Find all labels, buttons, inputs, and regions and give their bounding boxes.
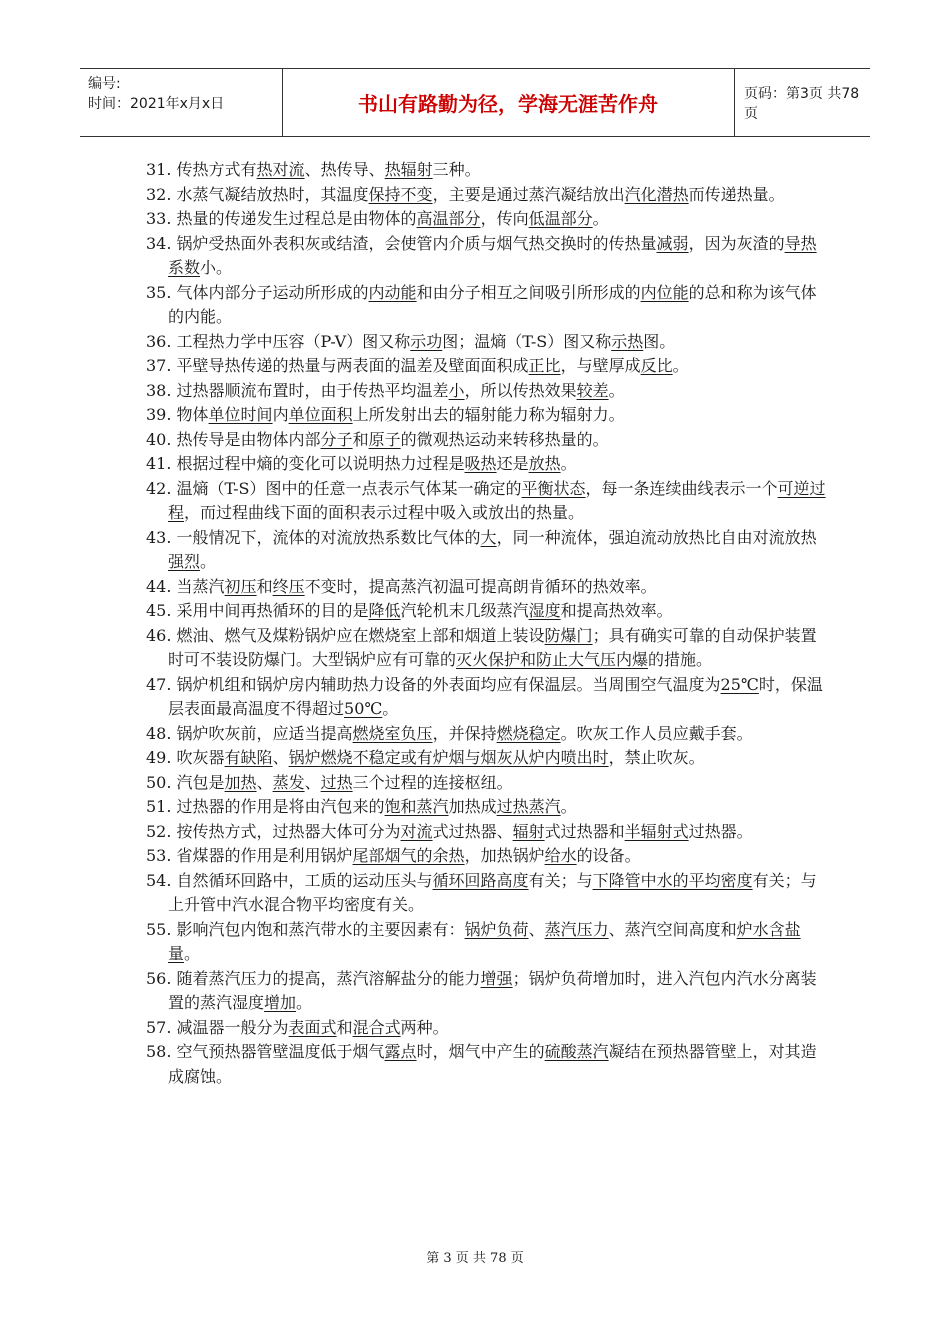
item-text: 影响汽包内饱和蒸汽带水的主要因素有： [176, 919, 465, 939]
item-text: ，所以传热效果 [464, 380, 577, 400]
item-text: 水蒸气凝结放热时，其温度 [176, 184, 369, 204]
item-text: 和 [336, 1017, 353, 1037]
list-item [146, 403, 826, 428]
item-text: 工程热力学中压容（P-V）图又称 [176, 331, 411, 351]
item-text: 上所发射出去的辐射能力称为辐射力。 [352, 405, 625, 424]
answer-blank: 低温部分 [528, 209, 593, 228]
list-item [146, 869, 826, 918]
answer-blank: 过热蒸汽 [496, 797, 561, 816]
answer-blank: 对流 [400, 821, 433, 841]
item-text: 自然循环回路中，工质的运动压头与 [176, 870, 433, 890]
item-text: 热量的传递发生过程总是由物体的 [176, 209, 417, 228]
list-item [146, 379, 826, 404]
item-text: 、蒸汽空间高度和 [608, 919, 737, 939]
list-item [146, 477, 826, 526]
item-text: 燃油、燃气及煤粉锅炉应在燃烧室上部和烟道上装设 [176, 625, 545, 645]
item-number: 38. [146, 380, 177, 400]
answer-blank: 25℃ [720, 674, 759, 694]
item-text: 的微观热运动来转移热量的。 [400, 429, 609, 449]
item-text: 的措施。 [648, 650, 713, 669]
item-text: 加热成 [448, 797, 497, 816]
list-item [146, 771, 826, 796]
item-text: ；锅炉负荷增加时，进入汽包内汽水分离装置的蒸汽湿度 [168, 968, 817, 1012]
page-indicator: 页码：第3页 共78页 [744, 85, 860, 122]
answer-blank: 强烈 [168, 552, 201, 571]
item-text: 的设备。 [576, 846, 641, 865]
item-text: 和由分子相互之间吸引所形成的 [416, 282, 641, 302]
list-item [146, 183, 826, 208]
item-text: 热传导是由物体内部 [176, 429, 321, 449]
document-header [80, 68, 870, 137]
answer-blank: 增加 [264, 993, 297, 1012]
item-text: 物体 [176, 405, 209, 424]
item-text: 过热器的作用是将由汽包来的 [176, 797, 385, 816]
item-text: 。吹灰工作人员应戴手套。 [560, 723, 753, 743]
item-number: 56. [146, 968, 177, 988]
answer-blank: 导热系数 [168, 233, 817, 277]
answer-blank: 灭火保护和防止大气压内爆 [456, 650, 649, 669]
item-number: 51. [146, 797, 177, 816]
list-item [146, 746, 826, 771]
answer-blank: 示热 [611, 331, 644, 351]
item-text: 减温器一般分为 [176, 1017, 289, 1037]
list-item [146, 281, 826, 330]
answer-blank: 下降管中水的平均密度 [592, 870, 753, 890]
answer-blank: 尾部烟气的余热 [352, 846, 465, 865]
list-item [146, 1040, 826, 1089]
answer-blank: 50℃ [344, 699, 383, 718]
answer-blank: 辐射 [512, 821, 545, 841]
answer-blank: 降低 [368, 601, 401, 620]
item-text: 采用中间再热循环的目的是 [176, 601, 369, 620]
item-text: 锅炉机组和锅炉房内辅助热力设备的外表面均应有保温层。当周围空气温度为 [176, 674, 721, 694]
answer-blank: 炉水含盐量 [168, 919, 801, 963]
item-text: 不变时，提高蒸汽初温可提高朗肯循环的热效率。 [304, 576, 657, 596]
item-text: 凝结在预热器管壁上，对其造成腐蚀。 [168, 1042, 817, 1086]
list-item [146, 428, 826, 453]
list-item [146, 673, 826, 722]
answer-blank: 硫酸蒸汽 [544, 1042, 609, 1061]
item-text: 而传递热量。 [688, 184, 785, 204]
item-number: 32. [146, 184, 177, 204]
item-text: ，而过程曲线下面的面积表示过程中吸入或放出的热量。 [184, 503, 585, 522]
item-text: 有关；与 [528, 870, 593, 890]
item-text: 图；温熵（T-S）图又称 [442, 331, 612, 351]
item-number: 33. [146, 209, 177, 228]
question-list [146, 158, 826, 1089]
item-text: 汽包是 [176, 772, 225, 792]
list-item [146, 575, 826, 600]
item-text: 按传热方式，过热器大体可分为 [176, 821, 401, 841]
item-number: 39. [146, 405, 177, 424]
item-text: 三种。 [432, 160, 481, 179]
date-label: 时间：2021年x月x日 [88, 96, 225, 112]
item-text: 一般情况下，流体的对流放热系数比气体的 [176, 527, 481, 547]
item-text: 有关；与上升管中汽水混合物平均密度有关。 [168, 870, 817, 914]
item-number: 48. [146, 723, 177, 743]
list-item [146, 844, 826, 869]
item-text: 。 [382, 699, 399, 718]
item-text: 根据过程中熵的变化可以说明热力过程是 [176, 454, 465, 473]
item-text: 和提高热效率。 [560, 601, 673, 620]
answer-blank: 大 [480, 527, 497, 547]
item-text: 、 [272, 748, 289, 767]
item-number: 35. [146, 282, 177, 302]
answer-blank: 保持不变 [368, 184, 433, 204]
item-number: 54. [146, 870, 177, 890]
list-item [146, 452, 826, 477]
item-text: 和 [352, 429, 369, 449]
item-number: 53. [146, 846, 177, 865]
item-text: ，禁止吹灰。 [608, 748, 705, 767]
item-text: ；具有确实可靠的自动保护装置时可不装设防爆门。大型锅炉应有可靠的 [168, 625, 817, 669]
item-text: 两种。 [400, 1017, 449, 1037]
item-text: 内 [272, 405, 289, 424]
item-number: 47. [146, 674, 177, 694]
answer-blank: 正比 [528, 356, 561, 375]
item-text: 、 [256, 772, 273, 792]
item-text: 锅炉吹灰前，应适当提高 [176, 723, 353, 743]
answer-blank: 初压 [224, 576, 257, 596]
answer-blank: 半辐射式 [624, 821, 689, 841]
item-text: ，与壁厚成 [560, 356, 641, 375]
list-item [146, 722, 826, 747]
page-footer: 第 3 页 共 78 页 [426, 1251, 524, 1266]
item-text: ，主要是通过蒸汽凝结放出 [432, 184, 625, 204]
answer-blank: 锅炉负荷 [464, 919, 529, 939]
item-number: 34. [146, 233, 177, 253]
item-number: 43. [146, 527, 177, 547]
item-text: 空气预热器管壁温度低于烟气 [176, 1042, 385, 1061]
item-text: 式过热器和 [544, 821, 625, 841]
item-number: 37. [146, 356, 177, 375]
answer-blank: 高温部分 [416, 209, 481, 228]
item-text: ，同一种流体，强迫流动放热比自由对流放热 [496, 527, 817, 547]
item-number: 52. [146, 821, 177, 841]
answer-blank: 减弱 [656, 233, 689, 253]
answer-blank: 过热 [320, 772, 353, 792]
item-number: 40. [146, 429, 177, 449]
item-text: 三个过程的连接枢纽。 [352, 772, 513, 792]
item-text: 小。 [200, 258, 233, 277]
answer-blank: 小 [448, 380, 465, 400]
item-number: 31. [146, 160, 177, 179]
item-text: 和 [256, 576, 273, 596]
answer-blank: 终压 [272, 576, 305, 596]
item-text: 。 [560, 454, 577, 473]
answer-blank: 加热 [224, 772, 257, 792]
answer-blank: 平衡状态 [521, 478, 586, 498]
item-number: 58. [146, 1042, 177, 1061]
item-text: ，因为灰渣的 [688, 233, 785, 253]
answer-blank: 给水 [544, 846, 577, 865]
item-text: ，并保持 [432, 723, 497, 743]
answer-blank: 防爆门 [544, 625, 593, 645]
answer-blank: 蒸发 [272, 772, 305, 792]
answer-blank: 吸热 [464, 454, 497, 473]
item-text: 图。 [643, 331, 676, 351]
list-item [146, 526, 826, 575]
answer-blank: 分子 [320, 429, 353, 449]
item-text: 。 [560, 797, 577, 816]
answer-blank: 蒸汽压力 [544, 919, 609, 939]
list-item [146, 918, 826, 967]
answer-blank: 单位面积 [288, 405, 353, 424]
item-text: 汽轮机末几级蒸汽 [400, 601, 529, 620]
answer-blank: 有缺陷 [224, 748, 273, 767]
answer-blank: 燃烧稳定 [496, 723, 561, 743]
item-number: 36. [146, 331, 177, 351]
list-item [146, 967, 826, 1016]
list-item [146, 354, 826, 379]
answer-blank: 湿度 [528, 601, 561, 620]
item-number: 46. [146, 625, 177, 645]
item-text: 。 [672, 356, 689, 375]
item-number: 55. [146, 919, 177, 939]
list-item [146, 330, 826, 355]
item-number: 44. [146, 576, 177, 596]
item-number: 42. [146, 478, 177, 498]
item-text: 的总和称为该气体的内能。 [168, 282, 817, 326]
item-text: 气体内部分子运动所形成的 [176, 282, 369, 302]
item-text: 温熵（T-S）图中的任意一点表示气体某一确定的 [176, 478, 522, 498]
answer-blank: 锅炉燃烧不稳定或有炉烟与烟灰从炉内喷出时 [288, 748, 609, 767]
item-text: 。 [200, 552, 217, 571]
item-number: 49. [146, 748, 177, 767]
answer-blank: 内位能 [640, 282, 689, 302]
item-text: 当蒸汽 [176, 576, 225, 596]
item-text: 时，保温层表面最高温度不得超过 [168, 674, 823, 718]
item-text: 、 [528, 919, 545, 939]
answer-blank: 混合式 [352, 1017, 401, 1037]
answer-blank: 原子 [368, 429, 401, 449]
item-number: 50. [146, 772, 177, 792]
list-item [146, 624, 826, 673]
answer-blank: 热对流 [256, 160, 305, 179]
item-text: 锅炉受热面外表积灰或结渣，会使管内介质与烟气热交换时的传热量 [176, 233, 657, 253]
item-text: 时，烟气中产生的 [416, 1042, 545, 1061]
answer-blank: 燃烧室负压 [352, 723, 433, 743]
answer-blank: 单位时间 [208, 405, 273, 424]
item-text: 、 [304, 772, 321, 792]
answer-blank: 露点 [384, 1042, 417, 1061]
item-text: ，每一条连续曲线表示一个 [585, 478, 778, 498]
item-text: 传热方式有 [176, 160, 257, 179]
item-number: 45. [146, 601, 177, 620]
list-item [146, 207, 826, 232]
answer-blank: 循环回路高度 [432, 870, 529, 890]
list-item [146, 795, 826, 820]
item-text: 。 [184, 944, 201, 963]
answer-blank: 示功 [410, 331, 443, 351]
answer-blank: 可逆过程 [168, 478, 826, 522]
motto: 书山有路勤为径，学海无涯苦作舟 [282, 69, 735, 136]
number-label: 编号: [88, 76, 121, 92]
item-text: 过热器顺流布置时，由于传热平均温差 [176, 380, 449, 400]
answer-blank: 表面式 [288, 1017, 337, 1037]
item-number: 57. [146, 1017, 177, 1037]
item-number: 41. [146, 454, 177, 473]
item-text: 。 [608, 380, 625, 400]
list-item [146, 1016, 826, 1041]
list-item [146, 232, 826, 281]
answer-blank: 反比 [640, 356, 673, 375]
item-text: 。 [296, 993, 313, 1012]
answer-blank: 较差 [576, 380, 609, 400]
answer-blank: 内动能 [368, 282, 417, 302]
item-text: 、热传导、 [304, 160, 385, 179]
item-text: ，加热锅炉 [464, 846, 545, 865]
answer-blank: 汽化潜热 [624, 184, 689, 204]
item-text: 式过热器、 [432, 821, 513, 841]
answer-blank: 热辐射 [384, 160, 433, 179]
answer-blank: 增强 [480, 968, 513, 988]
list-item [146, 599, 826, 624]
list-item [146, 158, 826, 183]
header-meta [80, 69, 283, 136]
list-item [146, 820, 826, 845]
item-text: ，传向 [480, 209, 529, 228]
item-text: 过热器。 [688, 821, 753, 841]
answer-blank: 放热 [528, 454, 561, 473]
item-text: 吹灰器 [176, 748, 225, 767]
item-text: 随着蒸汽压力的提高，蒸汽溶解盐分的能力 [176, 968, 481, 988]
item-text: 平壁导热传递的热量与两表面的温差及壁面面积成 [176, 356, 529, 375]
answer-blank: 饱和蒸汽 [384, 797, 449, 816]
item-text: 。 [592, 209, 609, 228]
item-text: 还是 [496, 454, 529, 473]
item-text: 省煤器的作用是利用锅炉 [176, 846, 353, 865]
